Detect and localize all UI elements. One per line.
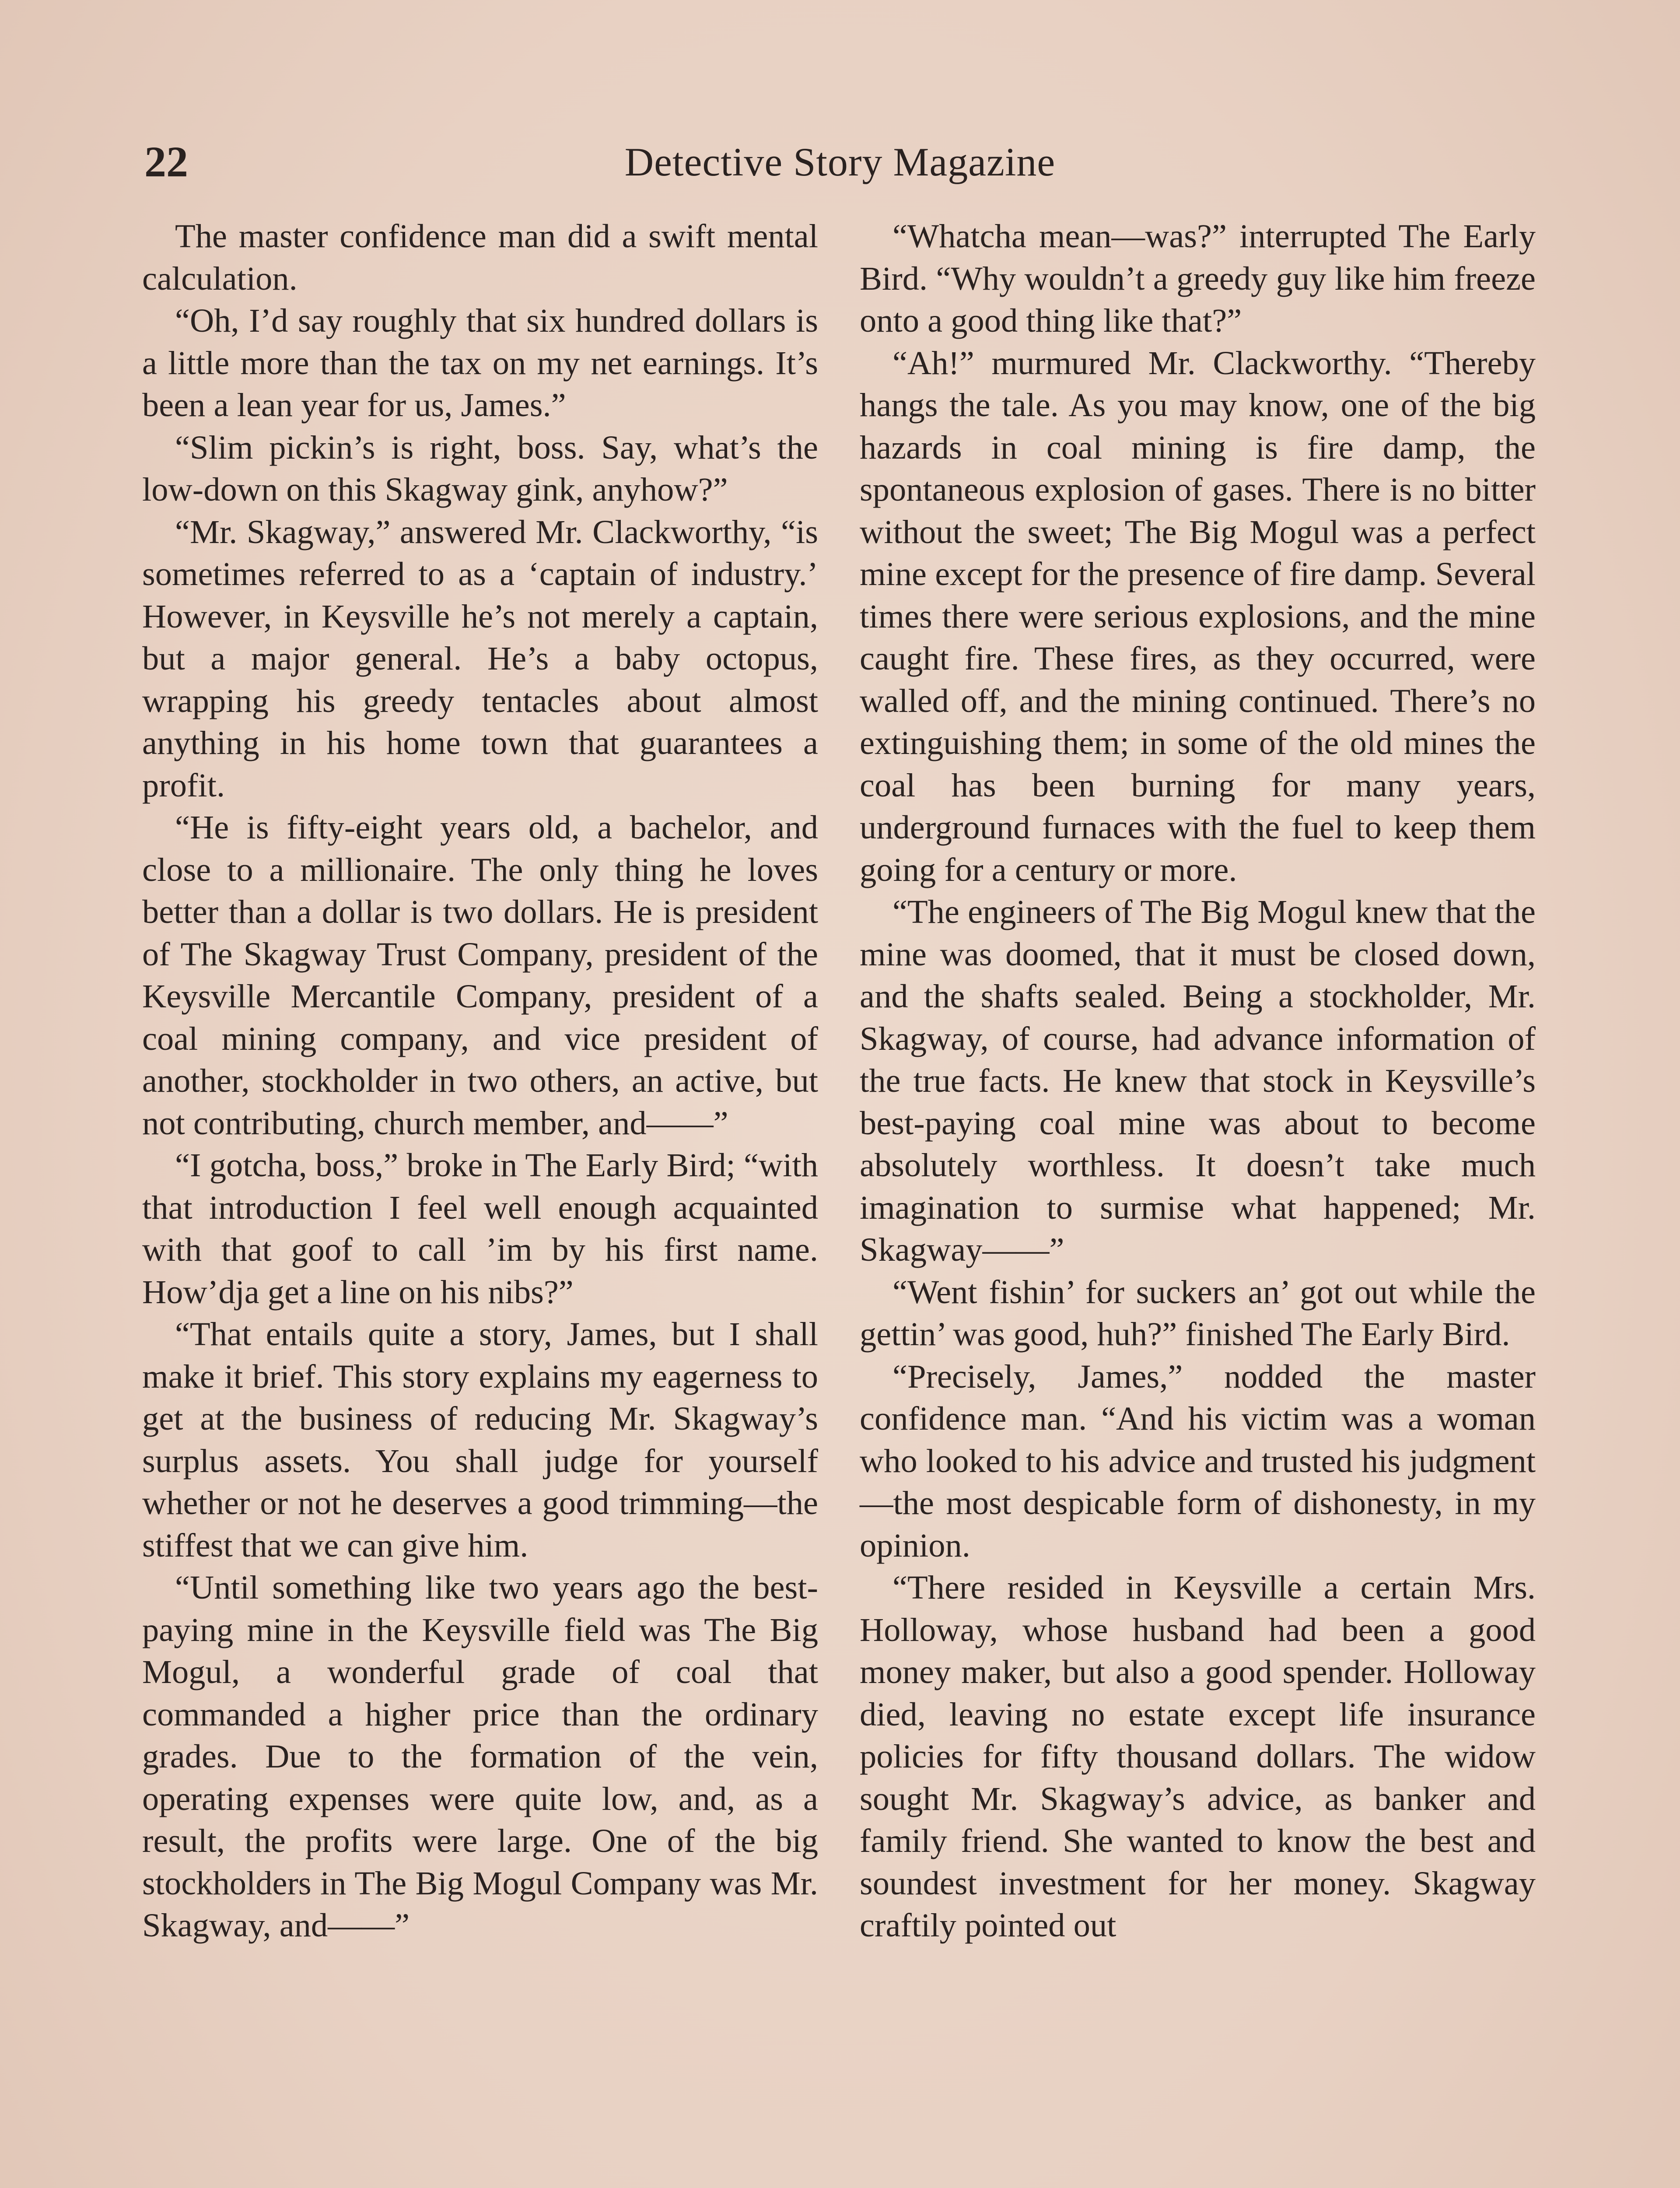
right-column [860,215,1536,1947]
page-number: 22 [144,137,188,186]
paragraph: “Oh, I’d say roughly that six hundred dollars is a little more than the tax on my net earnings. It’s been a lean year for us, James.” [142,302,818,424]
paragraph: “That entails quite a story, James, but I shall make it brief. This story explains my eagerness to get at the business of reducing Mr. Skagway’s surplus assets. You shall judge for yourself whether or not he deserves a good trimming—the stiffest that we can give him. [142,1315,818,1564]
running-head: Detective Story Magazine [624,140,1056,184]
paragraph: “Whatcha mean—was?” interrupted The Early Bird. “Why wouldn’t a greedy guy like him freeze onto a good thing like that?” [860,217,1536,339]
paragraph: “There resided in Keysville a certain Mrs. Holloway, whose husband had been a good money maker, but also a good spender. Holloway died, leaving no estate except life insurance policies for fifty thousand dollars. The widow sought Mr. Skagway’s advice, as banker and family friend. She wanted to know the best and soundest investment for her money. Skagway craftily pointed out [860,1569,1536,1944]
paragraph: “Went fishin’ for suckers an’ got out while the gettin’ was good, huh?” finished The Early Bird. [860,1273,1536,1353]
paragraph: “Precisely, James,” nodded the master confidence man. “And his victim was a woman who looked to his advice and trusted his judgment—the most despicable form of dishonesty, in my opinion. [860,1357,1536,1564]
paragraph: “Ah!” murmured Mr. Clackworthy. “Thereby hangs the tale. As you may know, one of the big hazards in coal mining is fire damp, the spontaneous explosion of gases. There is no bitter without the sweet; The Big Mogul was a perfect mine except for the presence of fire damp. Several times there were serious explosions, and the mine caught fire. These fires, as they occurred, were walled off, and the mining continued. There’s no extinguishing them; in some of the old mines the coal has been burning for many years, underground furnaces with the fuel to keep them going for a century or more. [860,344,1536,888]
page-header [144,131,1536,193]
paragraph: “I gotcha, boss,” broke in The Early Bird; “with that introduction I feel well enough acquainted with that goof to call ’im by his first name. How’dja get a line on his nibs?” [142,1147,818,1311]
paragraph: “The engineers of The Big Mogul knew that the mine was doomed, that it must be closed down, and the shafts sealed. Being a stockholder, Mr. Skagway, of course, had advance information of the true facts. He knew that stock in Keysville’s best-paying coal mine was about to become absolutely worthless. It doesn’t take much imagination to surmise what happened; Mr. Skagway——” [860,893,1536,1268]
paragraph: “He is fifty-eight years old, a bachelor, and close to a millionaire. The only thing he loves better than a dollar is two dollars. He is president of The Skagway Trust Company, president of the Keysville Mercantile Company, president of a coal mining company, and vice president of another, stockholder in two others, an active, but not contributing, church member, and——” [142,809,818,1142]
paragraph: “Until something like two years ago the best-paying mine in the Keysville field was The Big Mogul, a wonderful grade of coal that commanded a higher price than the ordinary grades. Due to the formation of the vein, operating expenses were quite low, and, as a result, the profits were large. One of the big stockholders in The Big Mogul Company was Mr. Skagway, and——” [142,1569,818,1944]
paragraph: The master confidence man did a swift mental calculation. [142,217,818,297]
paragraph: “Mr. Skagway,” answered Mr. Clackworthy, “is sometimes referred to as a ‘captain of industry.’ However, in Keysville he’s not merely a captain, but a major general. He’s a baby octopus, wrapping his greedy tentacles about almost anything in his home town that guarantees a profit. [142,513,818,804]
paragraph: “Slim pickin’s is right, boss. Say, what’s the low-down on this Skagway gink, anyhow?” [142,428,818,508]
left-column [142,215,818,1947]
